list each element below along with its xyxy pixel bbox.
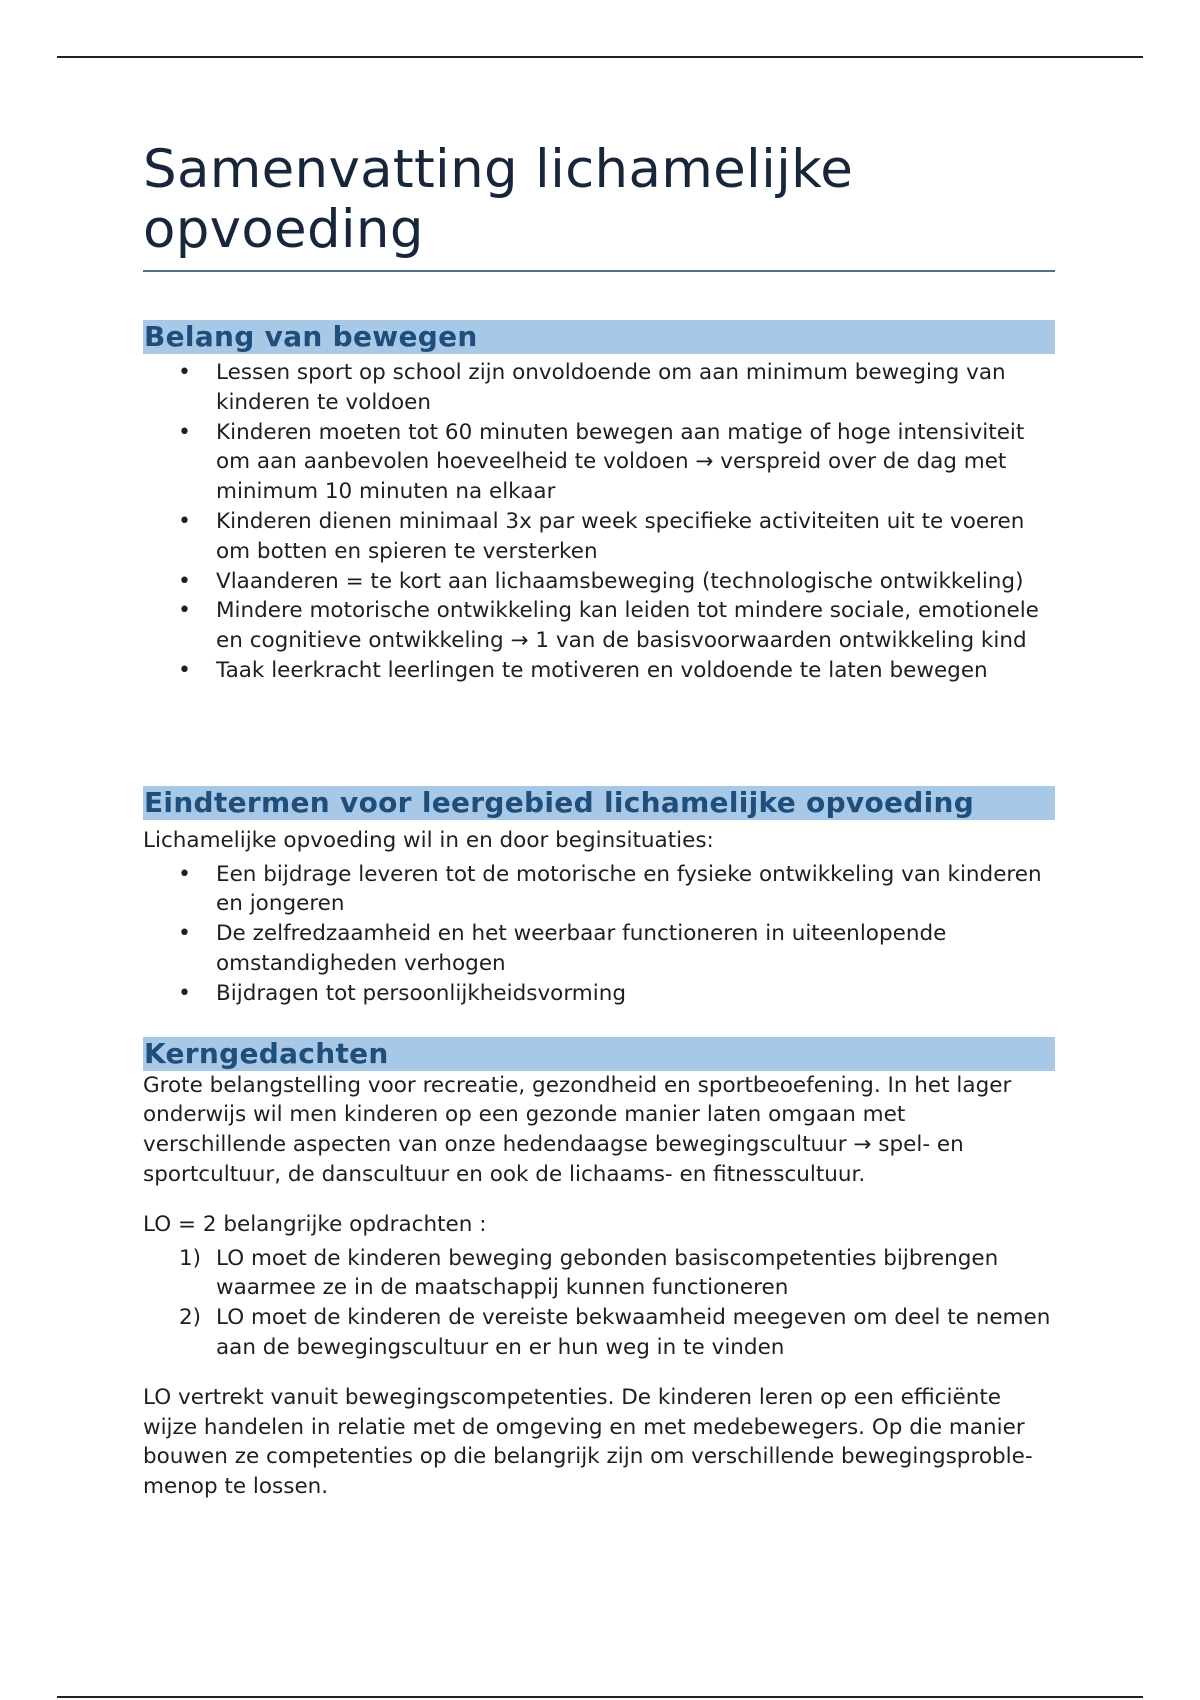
- bottom-rule: [57, 1696, 1143, 1698]
- list-item: • Een bijdrage leveren tot de motorische en fysieke ontwikkeling van kinderen en jongeren: [143, 860, 1055, 920]
- kerngedachten-paragraph-1: Grote belangstelling voor recreatie, gezondheid en sportbeoefening. In het lager onderwijs wil men kinderen op een gezonde manier laten omgaan met verschillende aspecten van onze hedendaagse bewegingscultuur → spel- en sportcultuur, de danscultuur en ook de lichaams- en fitnesscultuur.: [143, 1072, 1012, 1187]
- list-item: [143, 1244, 1055, 1304]
- eindtermen-bullet-list: [143, 860, 1055, 1009]
- list-item: • Lessen sport op school zijn onvoldoende om aan minimum beweging van kinderen te voldoen: [143, 358, 1055, 418]
- kerngedachten-paragraph-3: LO vertrekt vanuit bewegingscompetenties. De kinderen leren op een efficiënte wijze handelen in relatie met de omgeving en met medebewegers. Op die manier bouwen ze competenties op die belangrijk zijn om verschillende bewegingsproble-menop te lossen.: [143, 1384, 1033, 1500]
- list-item-text: LO moet de kinderen beweging gebonden basiscompetenties bijbrengen waarmee ze in de maatschappij kunnen functioneren: [216, 1245, 999, 1301]
- list-item: • Vlaanderen = te kort aan lichaamsbeweging (technologische ontwikkeling): [143, 567, 1055, 597]
- kerngedachten-paragraph-2: LO = 2 belangrijke opdrachten :: [143, 1211, 487, 1237]
- list-item: • Taak leerkracht leerlingen te motiveren en voldoende te laten bewegen: [143, 656, 1055, 686]
- list-item: • Kinderen moeten tot 60 minuten bewegen aan matige of hoge intensiviteit om aan aanbevolen hoeveelheid te voldoen → verspreid over de dag met minimum 10 minuten na elkaar: [143, 418, 1055, 507]
- list-item: • Mindere motorische ontwikkeling kan leiden tot mindere sociale, emotionele en cognitieve ontwikkeling → 1 van de basisvoorwaarden ontwikkeling kind: [143, 596, 1055, 656]
- list-number: 2): [179, 1305, 202, 1331]
- belang-bullet-list: [143, 358, 1055, 686]
- eindtermen-intro: Lichamelijke opvoeding wil in en door beginsituaties:: [143, 827, 714, 853]
- opdrachten-numbered-list: [143, 1244, 1055, 1363]
- list-item: • Kinderen dienen minimaal 3x par week specifieke activiteiten uit te voeren om botten en spieren te versterken: [143, 507, 1055, 567]
- page-title: Samenvatting lichamelijke opvoeding: [143, 140, 1055, 272]
- document-body: [143, 140, 1055, 1502]
- list-item: • Bijdragen tot persoonlijkheidsvorming: [143, 979, 1055, 1009]
- list-item: • De zelfredzaamheid en het weerbaar functioneren in uiteenlopende omstandigheden verhogen: [143, 919, 1055, 979]
- top-rule: [57, 56, 1143, 58]
- heading-eindtermen: Eindtermen voor leergebied lichamelijke opvoeding: [143, 786, 1055, 820]
- heading-kerngedachten: Kerngedachten: [143, 1037, 1055, 1071]
- heading-belang-van-bewegen: Belang van bewegen: [143, 320, 1055, 354]
- list-item: [143, 1303, 1055, 1363]
- list-number: 1): [179, 1245, 202, 1271]
- list-item-text: LO moet de kinderen de vereiste bekwaamheid meegeven om deel te nemen aan de bewegingscultuur en er hun weg in te vinden: [216, 1305, 1051, 1360]
